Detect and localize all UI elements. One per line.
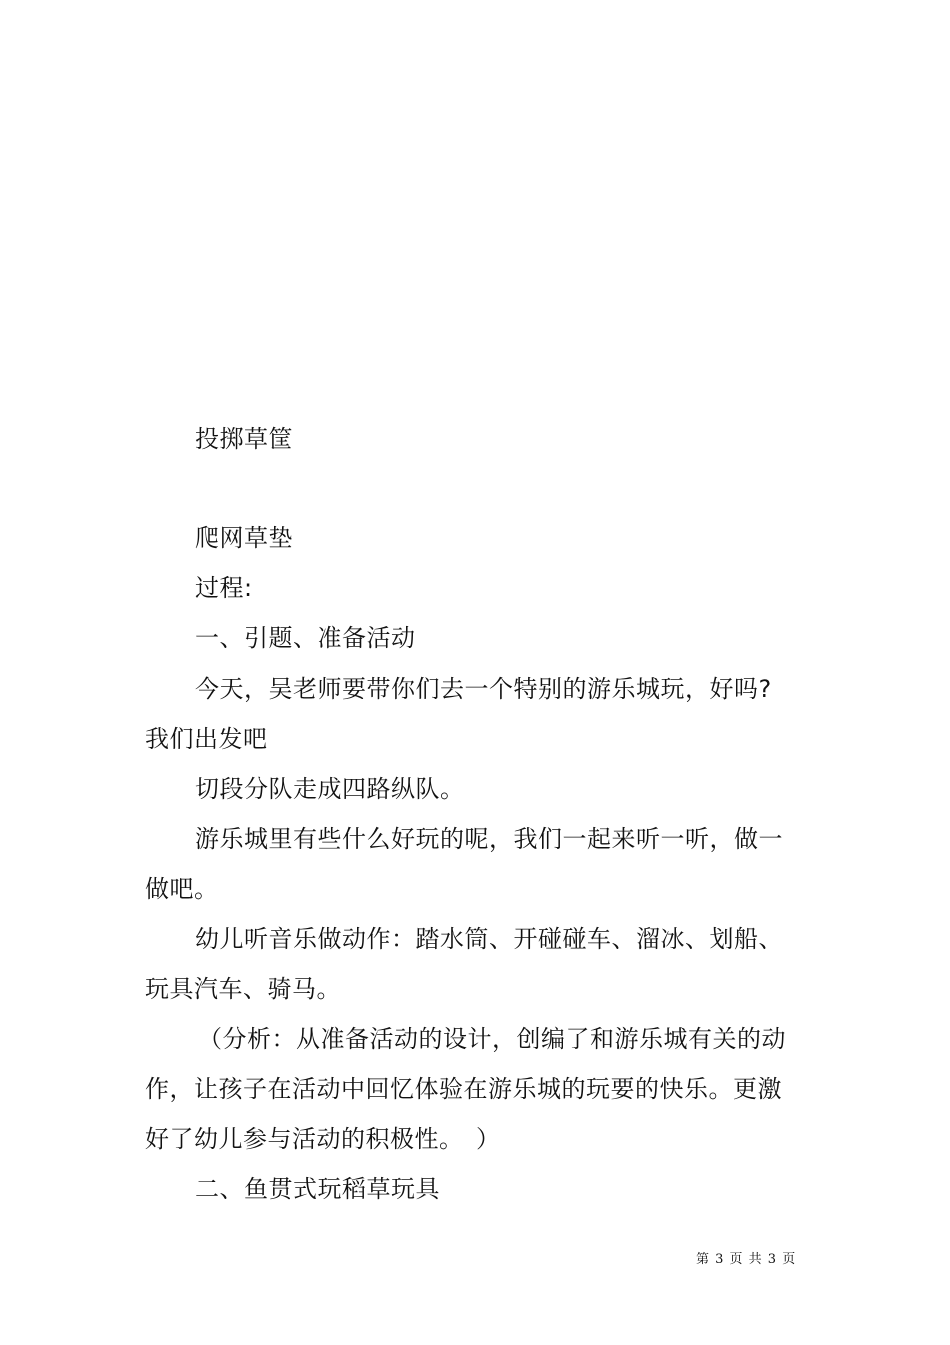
section-heading-1: 一、引题、准备活动 [195,624,416,652]
text-line-9: 做吧。 [145,875,219,903]
section-heading-2: 二、鱼贯式玩稻草玩具 [195,1175,440,1203]
text-line-11: 玩具汽车、骑马。 [145,975,341,1003]
analysis-line-3: 好了幼儿参与活动的积极性。 ） [145,1125,501,1153]
text-line-7: 切段分队走成四路纵队。 [195,775,465,803]
text-line-2: 爬网草垫 [195,524,293,552]
analysis-line-2: 作，让孩子在活动中回忆体验在游乐城的玩要的快乐。更激 [145,1075,782,1103]
text-line-1: 投掷草筐 [195,425,293,453]
text-line-6: 我们出发吧 [145,725,268,753]
text-line-3: 过程: [195,574,253,602]
text-line-8: 游乐城里有些什么好玩的呢，我们一起来听一听，做一 [195,825,783,853]
text-line-5: 今天，吴老师要带你们去一个特别的游乐城玩，好吗? [195,675,772,703]
analysis-line-1: （分析：从准备活动的设计，创编了和游乐城有关的动 [198,1025,786,1053]
page-number-footer: 第 3 页 共 3 页 [696,1252,797,1267]
text-line-10: 幼儿听音乐做动作：踏水筒、开碰碰车、溜冰、划船、 [195,925,783,953]
